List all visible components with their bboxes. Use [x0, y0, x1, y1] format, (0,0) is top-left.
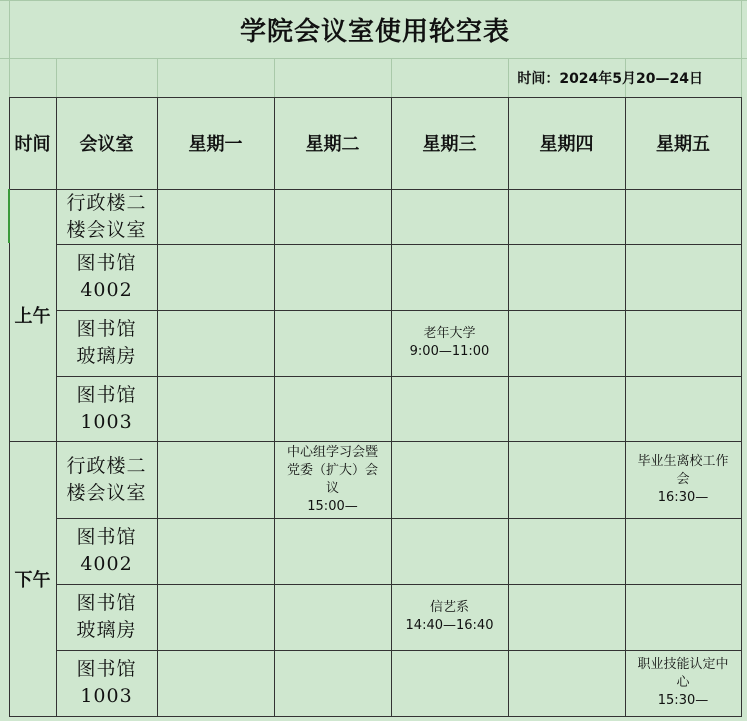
room-glass-am	[56, 310, 157, 376]
event-line: 14:40—16:40	[405, 618, 494, 633]
event-line: 老年大学	[423, 326, 476, 341]
event-cell[interactable]	[391, 584, 508, 650]
header-thursday: 星期四	[539, 134, 594, 155]
page-title: 学院会议室使用轮空表	[239, 16, 510, 47]
event-line: 15:30—	[657, 693, 709, 708]
room-line: 1003	[80, 410, 133, 433]
period-afternoon: 下午	[14, 569, 51, 591]
room-admin-am	[56, 189, 157, 244]
event-line: 心	[676, 675, 690, 690]
header-room: 会议室	[79, 134, 134, 155]
event-line: 会	[676, 471, 690, 487]
room-line: 图书馆	[76, 592, 137, 614]
room-admin-pm	[56, 441, 157, 518]
table-border	[56, 376, 741, 377]
header-monday: 星期一	[188, 134, 243, 155]
event-line: 职业技能认定中	[637, 657, 729, 672]
event-line: 党委（扩大）会	[286, 462, 378, 478]
event-cell[interactable]	[625, 441, 741, 518]
room-line: 楼会议室	[66, 481, 147, 504]
table-border	[274, 97, 275, 717]
header-friday: 星期五	[656, 134, 710, 155]
room-line: 图书馆	[76, 383, 137, 406]
room-lib1003-am	[56, 376, 157, 441]
room-glass-pm	[56, 584, 157, 650]
event-line: 信艺系	[429, 600, 469, 615]
period-morning: 上午	[14, 306, 51, 327]
header-time: 时间	[14, 134, 51, 155]
table-border	[56, 244, 741, 245]
room-lib4002-pm	[56, 518, 157, 584]
table-border	[157, 97, 158, 717]
event-line: 16:30—	[657, 489, 709, 505]
header-wednesday: 星期三	[422, 134, 477, 155]
room-line: 4002	[80, 279, 133, 301]
event-line: 中心组学习会暨	[286, 444, 378, 460]
room-line: 行政楼二	[66, 191, 147, 214]
event-cell[interactable]	[391, 310, 508, 376]
room-lib1003-pm	[56, 650, 157, 716]
table-border	[9, 716, 741, 717]
room-line: 玻璃房	[76, 619, 137, 641]
date-range: 时间：2024年5月20—24日	[517, 70, 703, 87]
room-line: 图书馆	[76, 252, 137, 274]
table-border	[625, 97, 626, 717]
room-line: 4002	[80, 553, 133, 575]
event-line: 9:00—11:00	[409, 344, 490, 359]
event-cell[interactable]	[274, 441, 391, 518]
header-tuesday: 星期二	[305, 134, 360, 155]
room-line: 玻璃房	[76, 345, 137, 367]
event-cell[interactable]	[625, 650, 741, 716]
room-line: 图书馆	[76, 526, 137, 548]
room-line: 行政楼二	[66, 454, 147, 477]
event-line: 议	[325, 480, 339, 496]
room-line: 图书馆	[76, 318, 137, 340]
room-line: 楼会议室	[66, 218, 147, 241]
event-line: 15:00—	[307, 498, 358, 514]
event-line: 毕业生离校工作	[637, 453, 729, 469]
table-border	[741, 97, 742, 717]
room-line: 1003	[80, 685, 133, 707]
room-line: 图书馆	[76, 658, 137, 680]
table-border	[508, 97, 509, 717]
table-border	[56, 518, 741, 519]
room-lib4002-am	[56, 244, 157, 310]
